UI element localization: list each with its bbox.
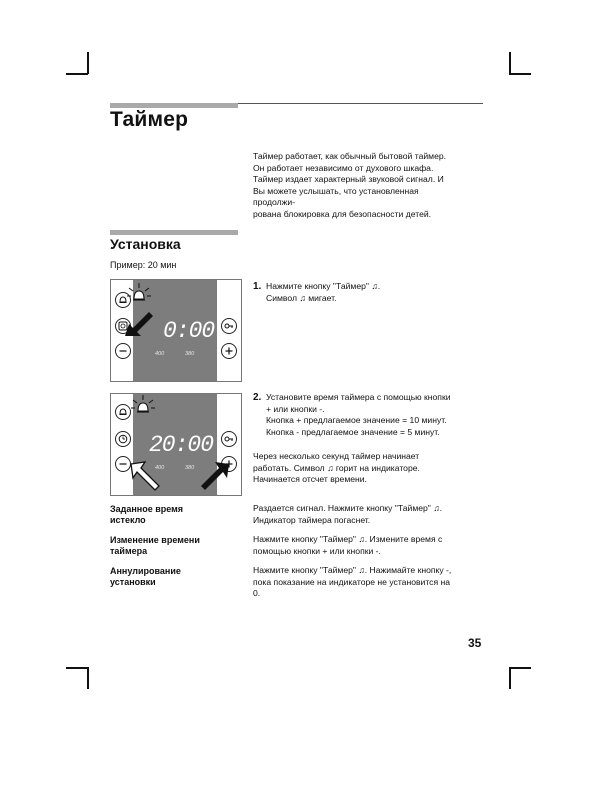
key-icon [224, 321, 234, 331]
row-label-cancel [110, 566, 245, 588]
crop-mark-tl-v [87, 52, 89, 74]
step-line: Установите время таймера с помощью кнопки [266, 392, 451, 402]
row-text-line: пока показание на индикаторе не установится на [253, 576, 451, 587]
row-text-line: 0. [253, 588, 261, 599]
crop-mark-br-v [509, 667, 511, 689]
minus-icon [118, 459, 128, 469]
step-number: 2. [253, 392, 262, 403]
intro-line: Он работает независимо от духового шкафа. [253, 162, 434, 173]
intro-line: Таймер издает характерный звуковой сигнал. И [253, 174, 444, 185]
control-panel-2 [110, 393, 242, 496]
row-label-line: Аннулирование [110, 566, 181, 576]
row-label-line: таймера [110, 546, 148, 556]
row-text-line: Индикатор таймера погаснет. [253, 514, 371, 525]
crop-mark-bl-v [87, 667, 89, 689]
plus-icon [224, 346, 234, 356]
intro-line: Вы можете услышать, что установленная [253, 185, 419, 196]
text-line: Через несколько секунд таймер начинает [253, 451, 420, 461]
row-text-line: Нажмите кнопку "Таймер" ♫. Нажимайте кнопку -, [253, 565, 452, 575]
blinking-bell-icon [125, 282, 153, 308]
key-icon [224, 434, 234, 444]
crop-mark-tr-h [509, 73, 531, 75]
step-line: Символ ♫ мигает. [266, 292, 337, 303]
clock-button[interactable] [115, 431, 131, 447]
row-text-line: Раздается сигнал. Нажмите кнопку "Таймер" ♫. [253, 503, 443, 513]
section-heading: Установка [110, 236, 181, 252]
row-label-line: Изменение времени [110, 535, 200, 545]
row-text-change-time [253, 534, 485, 557]
hand-arrow-icon [129, 460, 161, 492]
row-text-line: помощью кнопки + или кнопки -. [253, 545, 381, 556]
row-label-line: истекло [110, 515, 146, 525]
intro-text [253, 151, 485, 221]
display-temp-right: 380 [185, 465, 195, 471]
step-line: Кнопка - предлагаемое значение = 5 минут. [266, 426, 440, 437]
display-temp-left: 400 [155, 465, 165, 471]
bell-icon [118, 407, 128, 417]
page-number: 35 [468, 636, 482, 650]
intro-line: Таймер работает, как обычный бытовой таймер. [253, 151, 447, 161]
minus-button[interactable] [115, 343, 131, 359]
text-line: работать. Символ ♫ горит на индикаторе. [253, 462, 420, 473]
key-button[interactable] [221, 431, 237, 447]
title-rule [238, 103, 483, 104]
page-title: Таймер [110, 108, 189, 131]
step-number: 1. [253, 281, 262, 292]
crop-mark-tl-h [66, 73, 88, 75]
row-text-time-expired [253, 503, 485, 526]
example-label: Пример: 20 мин [110, 260, 177, 270]
crop-mark-tr-v [509, 52, 511, 74]
row-label-time-expired [110, 504, 245, 526]
hand-arrow-icon [123, 310, 155, 340]
display-temp-left: 400 [155, 351, 165, 357]
intro-line: продолжи- [253, 197, 296, 208]
intro-line: рована блокировка для безопасности детей. [253, 208, 432, 219]
key-button[interactable] [221, 318, 237, 334]
display-time: 20:00 [149, 432, 214, 458]
plus-button[interactable] [221, 343, 237, 359]
section-bar [110, 230, 238, 235]
step-line: Кнопка + предлагаемое значение = 10 минут. [266, 415, 447, 426]
control-panel-1 [110, 279, 242, 382]
text-line: Начинается отсчет времени. [253, 474, 367, 485]
step-line: Нажмите кнопку "Таймер" ♫. [266, 281, 381, 291]
crop-mark-bl-h [66, 667, 88, 669]
row-text-line: Нажмите кнопку "Таймер" ♫. Измените время с [253, 534, 443, 544]
step-line: + или кнопки -. [266, 403, 325, 414]
row-label-line: установки [110, 577, 156, 587]
display-time: 0:00 [163, 318, 215, 344]
minus-icon [118, 346, 128, 356]
row-text-cancel [253, 565, 485, 600]
row-label-change-time [110, 535, 245, 557]
display-temp-right: 380 [185, 351, 195, 357]
hand-arrow-icon [199, 460, 231, 492]
row-label-line: Заданное время [110, 504, 184, 514]
crop-mark-br-h [509, 667, 531, 669]
after-step-2-text [253, 451, 485, 486]
blinking-bell-icon [129, 394, 157, 420]
clock-icon [118, 434, 128, 444]
